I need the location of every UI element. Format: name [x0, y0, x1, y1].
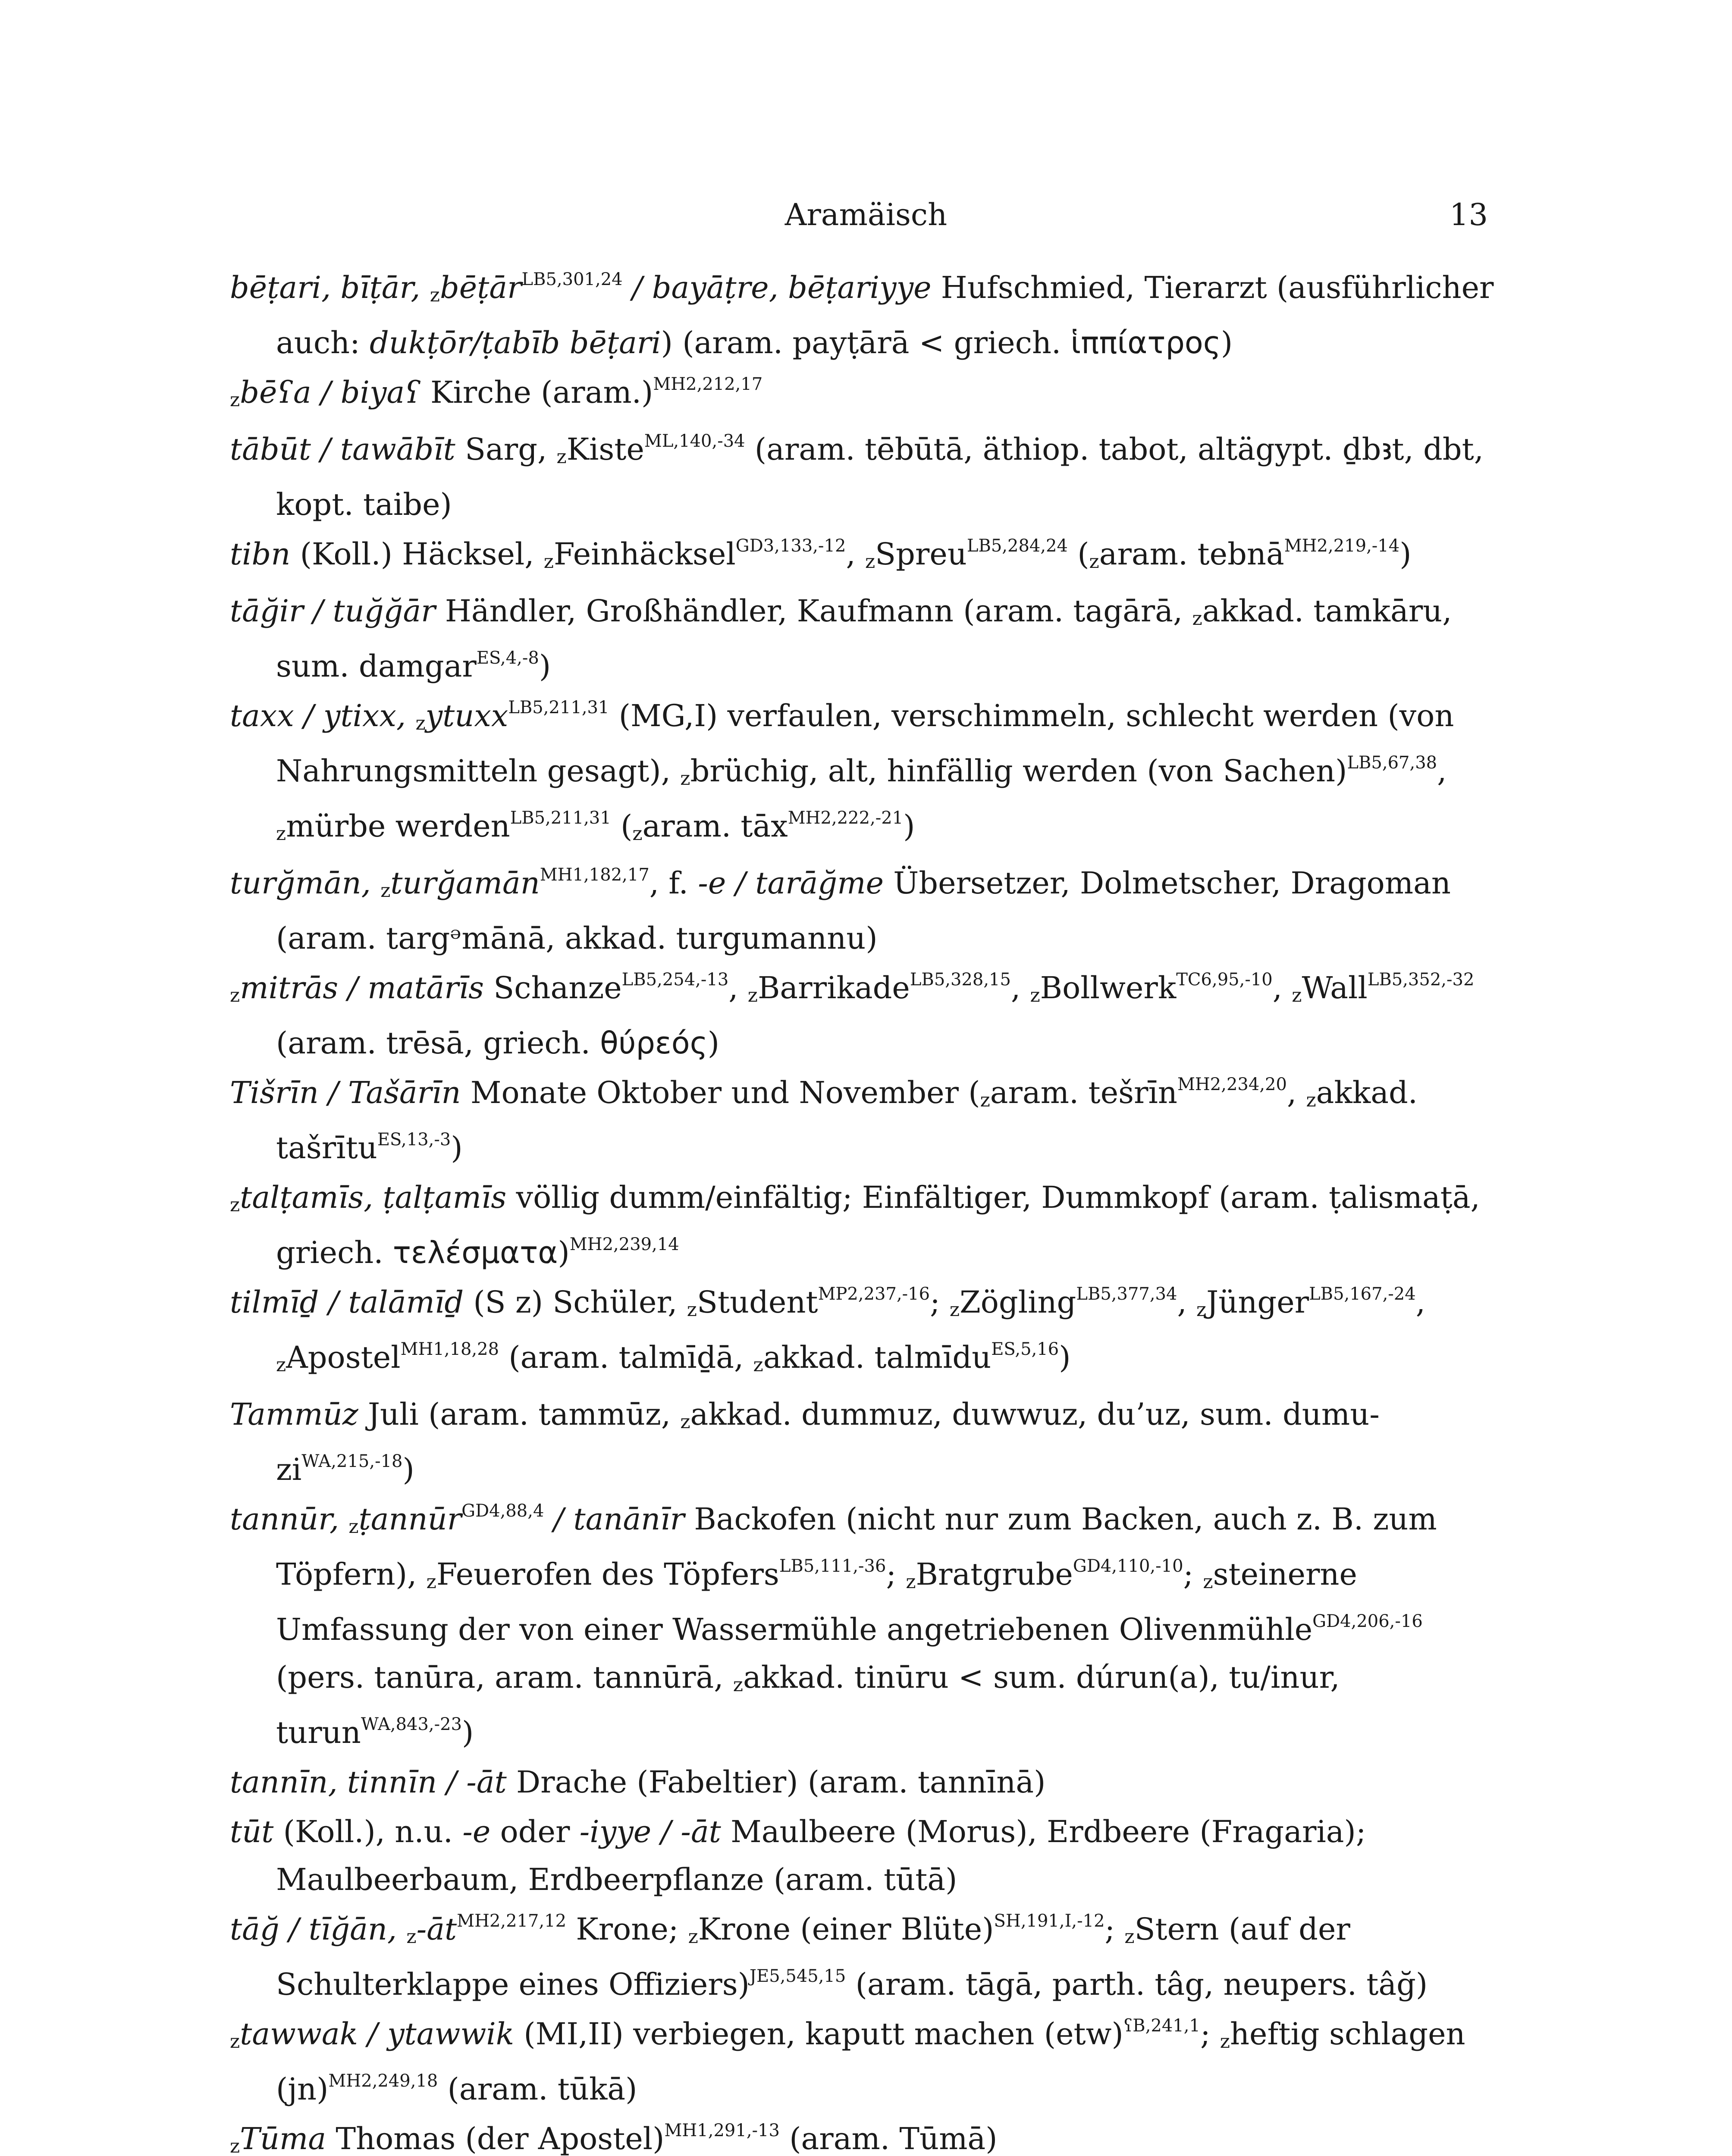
z-marker: z [406, 1926, 417, 1948]
gloss-text: Monate Oktober und November ( [461, 1075, 980, 1110]
greek-text: ἱππίατρος [1070, 325, 1221, 360]
gloss-text: Kirche (aram.) [420, 375, 653, 410]
dictionary-entry [230, 2010, 1506, 2113]
z-marker: z [680, 768, 690, 790]
gloss-text: Drache (Fabeltier) (aram. tannīnā) [506, 1764, 1046, 1800]
z-marker: z [687, 1299, 697, 1321]
gloss-text: Krone (einer Blüte) [698, 1912, 994, 1947]
dictionary-entry [230, 1495, 1506, 1757]
z-marker: z [680, 1411, 690, 1433]
gloss-text: akkad. tamkāru, sum. damgar [276, 593, 1452, 684]
source-reference: LB5,211,31 [508, 698, 609, 718]
source-reference: ES,4,-8 [476, 648, 539, 668]
greek-text: τελέσματα [392, 1235, 558, 1270]
gloss-text: ; [1183, 1557, 1203, 1592]
headword: mitrās / matārīs [240, 970, 484, 1006]
headword: Tūma [240, 2121, 326, 2156]
z-marker: z [230, 389, 240, 411]
headword: tilmīḏ / talāmīḏ [230, 1285, 464, 1320]
headword: tannīn, tinnīn / -āt [230, 1764, 507, 1800]
z-marker: z [1192, 608, 1202, 630]
dictionary-entry [230, 530, 1506, 586]
dictionary-entry [230, 1069, 1506, 1172]
headword: -e / tarāğme [698, 865, 884, 901]
headword: taxx / ytixx, [230, 698, 416, 733]
gloss-text: ) [558, 1235, 570, 1270]
gloss-text: Student [697, 1285, 818, 1320]
page-header [0, 193, 1732, 236]
gloss-text: akkad. dummuz, duwwuz, du’uz, sum. dumu-zi [276, 1397, 1380, 1487]
dictionary-entry [230, 1174, 1506, 1277]
gloss-text: , [846, 536, 865, 572]
dictionary-entry [230, 426, 1506, 529]
gloss-text: , [1286, 1075, 1306, 1110]
page-number: 13 [1449, 197, 1488, 232]
gloss-text: , [1272, 970, 1292, 1006]
gloss-text: ) [1399, 536, 1412, 572]
headword: dukṭōr/ṭabīb bēṭari [369, 325, 661, 360]
gloss-text: akkad. tinūru < sum. dúrun(a), tu/inur, turun [276, 1660, 1340, 1750]
z-marker: z [1203, 1571, 1213, 1593]
z-marker: z [543, 551, 554, 573]
source-reference: LB5,254,-13 [621, 970, 729, 990]
source-reference: LB5,352,-32 [1367, 970, 1475, 990]
dictionary-entry [230, 587, 1506, 690]
headword: / tanānīr [544, 1501, 685, 1537]
gloss-text: (pers. tanūra, aram. tannūrā, [276, 1660, 733, 1695]
z-marker: z [1196, 1299, 1207, 1321]
gloss-text: steinerne Umfassung der von einer Wassermühle angetriebenen Olivenmühle [276, 1557, 1357, 1647]
gloss-text: Jünger [1206, 1285, 1309, 1320]
headword: bēṭari, bīṭār, [230, 270, 430, 305]
headword: -iyye / -āt [579, 1814, 721, 1849]
z-marker: z [230, 1194, 240, 1216]
gloss-text: Krone; [566, 1912, 688, 1947]
z-marker: z [980, 1089, 990, 1111]
gloss-text: (aram. talmīḏā, [499, 1340, 753, 1375]
source-reference: MP2,237,-16 [818, 1284, 930, 1304]
gloss-text: , [1415, 1285, 1425, 1320]
gloss-text: Bratgrube [916, 1557, 1073, 1592]
source-reference: LB5,377,34 [1076, 1284, 1177, 1304]
z-marker: z [1292, 984, 1302, 1006]
headword: bēʕa / biyaʕ [240, 375, 421, 410]
headword: turğmān, [230, 865, 381, 901]
dictionary-entries [230, 264, 1506, 2156]
z-marker: z [949, 1299, 960, 1321]
source-reference: MH2,222,-21 [788, 808, 904, 828]
running-head: Aramäisch [784, 197, 948, 232]
source-reference: GD4,206,-16 [1312, 1611, 1423, 1631]
gloss-text: (Koll.), n.u. [273, 1814, 463, 1849]
headword: tūt [230, 1814, 274, 1849]
gloss-text: Schanze [484, 970, 622, 1006]
source-reference: ES,13,-3 [377, 1130, 451, 1150]
z-marker: z [1306, 1089, 1316, 1111]
z-marker: z [276, 823, 286, 845]
gloss-text: ) [903, 808, 915, 844]
dictionary-entry [230, 1279, 1506, 1389]
gloss-text: Thomas (der Apostel) [326, 2121, 665, 2156]
gloss-text: (aram. Tūmā) [779, 2121, 998, 2156]
z-marker: z [426, 1571, 436, 1593]
dictionary-entry [230, 859, 1506, 962]
source-reference: MH1,291,-13 [664, 2121, 780, 2140]
z-marker: z [1089, 551, 1099, 573]
z-marker: z [230, 2031, 240, 2053]
gloss-text: Bollwerk [1040, 970, 1177, 1006]
gloss-text: akkad. tašrītu [276, 1075, 1418, 1166]
dictionary-entry [230, 692, 1506, 858]
gloss-text: (aram. trēsā, griech. [276, 1025, 600, 1061]
headword: tābūt / tawābīt [230, 432, 455, 467]
dictionary-entry [230, 1391, 1506, 1494]
gloss-text: Übersetzer, Dolmetscher, Dragoman (aram. targᵊmānā, akkad. turgumannu) [276, 865, 1451, 956]
z-marker: z [380, 880, 391, 902]
gloss-text: Sarg, [455, 432, 557, 467]
gloss-text: (Koll.) Häcksel, [290, 536, 544, 572]
gloss-text: oder [490, 1814, 580, 1849]
source-reference: LB5,211,31 [510, 808, 611, 828]
z-marker: z [348, 1516, 359, 1538]
source-reference: WA,843,-23 [361, 1714, 462, 1734]
source-reference: GD3,133,-12 [735, 536, 846, 556]
z-marker: z [556, 446, 567, 468]
greek-text: θύρεός [600, 1025, 708, 1061]
source-reference: LB5,301,24 [521, 270, 623, 289]
z-marker: z [230, 2135, 240, 2156]
source-reference: MH2,234,20 [1177, 1075, 1287, 1094]
gloss-text: Barrikade [757, 970, 910, 1006]
gloss-text: , [1437, 753, 1447, 789]
gloss-text: ; [886, 1557, 906, 1592]
headword: talṭamīs, ṭalṭamīs [240, 1180, 507, 1215]
gloss-text: Kiste [566, 432, 644, 467]
gloss-text: ) [1221, 325, 1233, 360]
gloss-text: , [1177, 1285, 1196, 1320]
z-marker: z [430, 284, 440, 306]
gloss-text: ; [930, 1285, 950, 1320]
z-marker: z [733, 1674, 743, 1696]
gloss-text: Feinhäcksel [553, 536, 736, 572]
gloss-text: (MG,I) verfaulen, verschimmeln, schlecht werden (von Nahrungsmitteln gesagt), [276, 698, 1454, 789]
source-reference: LB5,328,15 [910, 970, 1011, 990]
z-marker: z [747, 984, 758, 1006]
z-marker: z [1030, 984, 1040, 1006]
gloss-text: brüchig, alt, hinfällig werden (von Sachen) [690, 753, 1347, 789]
source-reference: LB5,67,38 [1347, 753, 1437, 773]
source-reference: ʕB,241,1 [1123, 2016, 1200, 2036]
gloss-text: (aram. tūkā) [438, 2071, 637, 2107]
gloss-text: Zögling [960, 1285, 1076, 1320]
gloss-text: Händler, Großhändler, Kaufmann (aram. tagārā, [435, 593, 1192, 629]
gloss-text: , [1010, 970, 1030, 1006]
z-marker: z [906, 1571, 916, 1593]
z-marker: z [688, 1926, 698, 1948]
headword: / bayāṭre, bēṭariyye [622, 270, 932, 305]
headword: tāğir / tuğğār [230, 593, 436, 629]
gloss-text: ( [1067, 536, 1089, 572]
headword: bēṭār [439, 270, 522, 305]
gloss-text: heftig schlagen (jn) [276, 2016, 1465, 2107]
source-reference: ML,140,-34 [644, 431, 745, 451]
dictionary-entry [230, 369, 1506, 424]
gloss-text: ) (aram. payṭārā < griech. [661, 325, 1071, 360]
gloss-text: Feuerofen des Töpfers [436, 1557, 779, 1592]
gloss-text: Wall [1302, 970, 1368, 1006]
gloss-text: ( [611, 808, 633, 844]
gloss-text: (S z) Schüler, [464, 1285, 687, 1320]
source-reference: TC6,95,-10 [1176, 970, 1273, 990]
gloss-text: (aram. tēbūtā, äthiop. tabot, altägypt. ḏbꜣt, dbt, kopt. taibe) [276, 432, 1484, 522]
dictionary-entry [230, 964, 1506, 1067]
gloss-text: aram. tāx [642, 808, 788, 844]
gloss-text: aram. tebnā [1099, 536, 1284, 572]
gloss-text: völlig dumm/einfältig; Einfältiger, Dummkopf (aram. ṭalismaṭā, griech. [276, 1180, 1480, 1270]
gloss-text: Maulbeere (Morus), Erdbeere (Fragaria); Maulbeerbaum, Erdbeerpflanze (aram. tūtā) [276, 1814, 1366, 1897]
gloss-text: Hufschmied, Tierarzt (ausführlicher auch: [276, 270, 1494, 360]
headword: -e [462, 1814, 491, 1849]
z-marker: z [865, 551, 875, 573]
gloss-text: Spreu [875, 536, 967, 572]
dictionary-entry [230, 2115, 1506, 2156]
dictionary-entry [230, 1905, 1506, 2009]
gloss-text: (aram. tāgā, parth. tâg, neupers. tâğ) [846, 1967, 1428, 2002]
gloss-text: ) [402, 1452, 414, 1487]
source-reference: MH2,249,18 [328, 2071, 438, 2091]
headword: -āt [416, 1912, 457, 1947]
headword: ṭannūr [358, 1501, 462, 1537]
source-reference: WA,215,-18 [301, 1451, 403, 1471]
dictionary-entry [230, 1808, 1506, 1904]
source-reference: MH2,219,-14 [1284, 536, 1400, 556]
headword: tannūr, [230, 1501, 349, 1537]
source-reference: MH2,217,12 [457, 1911, 567, 1931]
gloss-text: Stern (auf der Schulterklappe eines Offiziers) [276, 1912, 1350, 2002]
source-reference: MH1,182,17 [540, 865, 650, 885]
z-marker: z [276, 1354, 286, 1376]
gloss-text: ; [1104, 1912, 1125, 1947]
source-reference: GD4,88,4 [461, 1501, 544, 1521]
dictionary-entry [230, 264, 1506, 367]
source-reference: GD4,110,-10 [1073, 1556, 1183, 1576]
source-reference: ES,5,16 [991, 1339, 1059, 1359]
gloss-text: Juli (aram. tammūz, [358, 1397, 681, 1432]
source-reference: MH2,212,17 [653, 374, 763, 394]
gloss-text: akkad. talmīdu [763, 1340, 992, 1375]
gloss-text: mürbe werden [286, 808, 510, 844]
z-marker: z [1220, 2031, 1230, 2053]
gloss-text: aram. tešrīn [990, 1075, 1177, 1110]
z-marker: z [753, 1354, 763, 1376]
gloss-text: ) [1059, 1340, 1071, 1375]
gloss-text: ; [1200, 2016, 1220, 2052]
headword: tāğ / tīğān, [230, 1912, 407, 1947]
source-reference: JE5,545,15 [749, 1966, 846, 1986]
gloss-text: ) [539, 649, 551, 684]
headword: Tammūz [230, 1397, 358, 1432]
source-reference: MH1,18,28 [400, 1339, 499, 1359]
source-reference: LB5,284,24 [966, 536, 1068, 556]
gloss-text: (MI,II) verbiegen, kaputt machen (etw) [514, 2016, 1123, 2052]
gloss-text: Apostel [286, 1340, 401, 1375]
gloss-text: , [728, 970, 748, 1006]
z-marker: z [230, 984, 240, 1006]
headword: ytuxx [425, 698, 508, 733]
headword: turğamān [390, 865, 540, 901]
source-reference: LB5,111,-36 [779, 1556, 886, 1576]
source-reference: SH,191,I,-12 [994, 1911, 1105, 1931]
headword: tibn [230, 536, 291, 572]
gloss-text: , f. [649, 865, 698, 901]
z-marker: z [415, 712, 426, 734]
gloss-text: ) [462, 1715, 474, 1750]
z-marker: z [632, 823, 643, 845]
z-marker: z [1124, 1926, 1135, 1948]
source-reference: LB5,167,-24 [1309, 1284, 1416, 1304]
headword: tawwak / ytawwik [240, 2016, 515, 2052]
gloss-text: Backofen (nicht nur zum Backen, auch z. B. zum Töpfern), [276, 1501, 1437, 1592]
headword: Tišrīn / Tašārīn [230, 1075, 461, 1110]
gloss-text: ) [451, 1130, 463, 1166]
gloss-text: ) [707, 1025, 719, 1061]
source-reference: MH2,239,14 [569, 1235, 679, 1254]
dictionary-entry [230, 1758, 1506, 1806]
